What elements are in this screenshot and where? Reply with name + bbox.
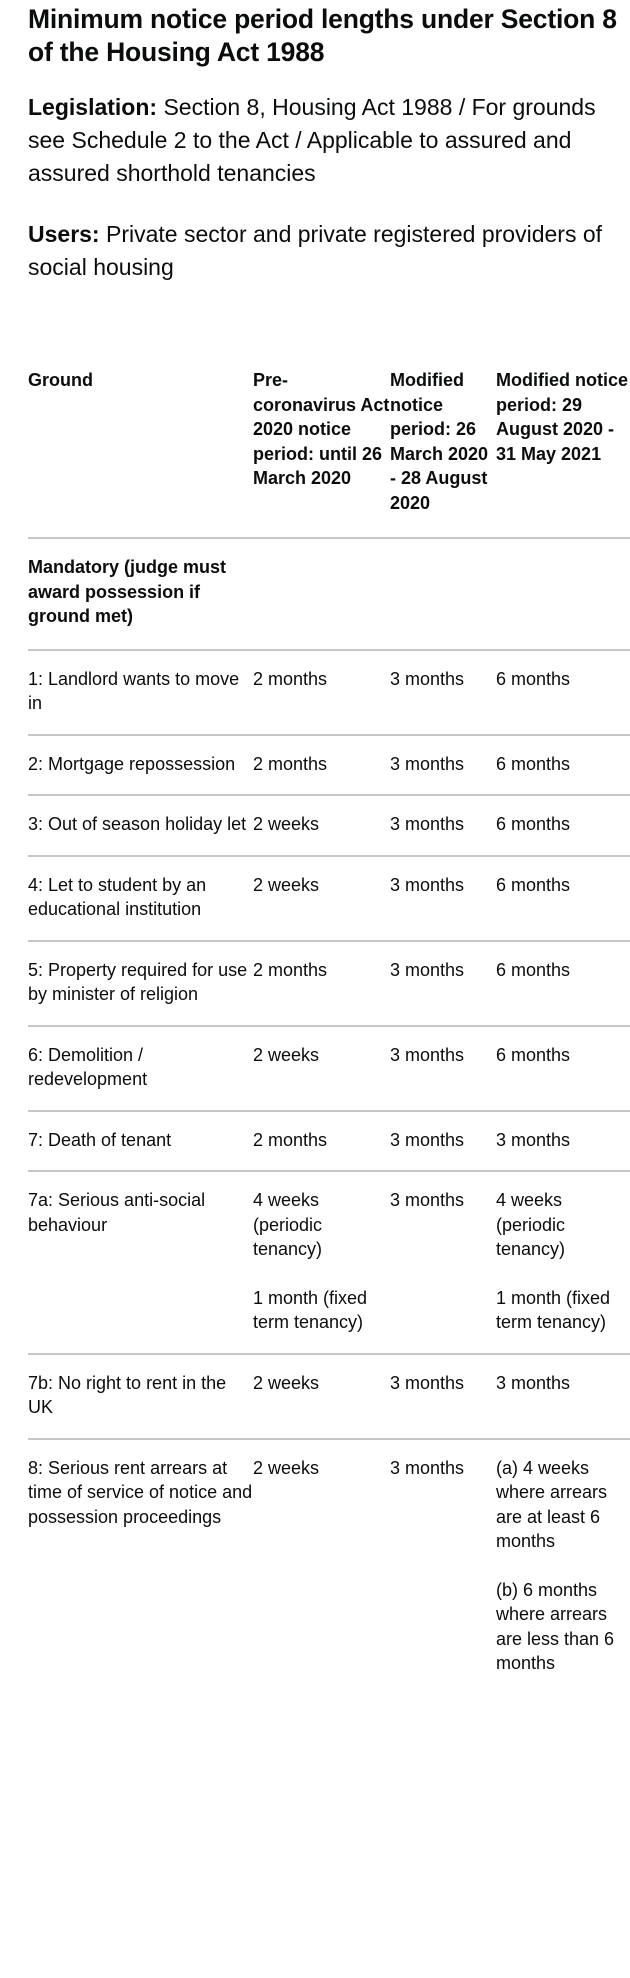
table-body bbox=[28, 538, 630, 1694]
modified-period-2021-cell bbox=[496, 1026, 630, 1111]
table-header-row bbox=[28, 350, 630, 538]
column-header-pre-coronavirus: Pre-coronavirus Act 2020 notice period: until 26 March 2020 bbox=[253, 350, 390, 538]
column-header-modified-2020: Modified notice period: 26 March 2020 - 28 August 2020 bbox=[390, 350, 496, 538]
modified-period-2020-cell bbox=[390, 650, 496, 735]
modified-period-2020-cell bbox=[390, 735, 496, 796]
modified-period-2021-cell bbox=[496, 735, 630, 796]
period-value: 3 months bbox=[390, 668, 465, 689]
table-row bbox=[28, 1354, 630, 1439]
section-heading-mandatory: Mandatory (judge must award possession if ground met) bbox=[28, 538, 253, 650]
period-value: 2 weeks bbox=[253, 1457, 320, 1478]
modified-period-2021-cell bbox=[496, 1439, 630, 1694]
modified-period-2021-cell bbox=[496, 941, 630, 1026]
period-value: 3 months bbox=[390, 1190, 465, 1210]
period-value: 6 months bbox=[496, 959, 571, 980]
table-row bbox=[28, 1111, 630, 1172]
period-value: 6 months bbox=[496, 874, 571, 895]
ground-cell: 7b: No right to rent in the UK bbox=[28, 1354, 253, 1439]
modified-period-2020-cell bbox=[390, 856, 496, 941]
pre-coronavirus-period-cell bbox=[253, 1439, 390, 1694]
section-heading-row bbox=[28, 538, 630, 650]
modified-period-2021-cell bbox=[496, 1171, 630, 1354]
period-value: 2 months bbox=[253, 959, 328, 980]
period-value: 2 months bbox=[253, 668, 328, 689]
column-header-ground: Ground bbox=[28, 350, 253, 538]
users-info bbox=[28, 218, 630, 284]
table-row bbox=[28, 856, 630, 941]
period-value: (b) 6 months where arrears are less than 6 months bbox=[496, 1579, 615, 1673]
column-header-modified-2021: Modified notice period: 29 August 2020 - 31 May 2021 bbox=[496, 350, 630, 538]
modified-period-2020-cell bbox=[390, 1439, 496, 1694]
modified-period-2021-cell bbox=[496, 1111, 630, 1172]
ground-cell: 2: Mortgage repossession bbox=[28, 735, 253, 796]
modified-period-2020-cell bbox=[390, 1171, 496, 1354]
period-value: 4 weeks (periodic tenancy) bbox=[253, 1190, 323, 1259]
modified-period-2020-cell bbox=[390, 941, 496, 1026]
modified-period-2021-cell bbox=[496, 650, 630, 735]
ground-cell: 6: Demolition / redevelopment bbox=[28, 1026, 253, 1111]
modified-period-2020-cell bbox=[390, 795, 496, 856]
period-value: 2 months bbox=[253, 1129, 328, 1150]
table-row bbox=[28, 795, 630, 856]
legislation-label: Legislation: bbox=[28, 94, 158, 120]
period-value: 2 weeks bbox=[253, 814, 320, 834]
legislation-info bbox=[28, 91, 630, 190]
period-value: 3 months bbox=[390, 959, 465, 980]
document bbox=[28, 0, 630, 1694]
pre-coronavirus-period-cell bbox=[253, 1171, 390, 1354]
ground-cell: 5: Property required for use by minister of religion bbox=[28, 941, 253, 1026]
period-value: 6 months bbox=[496, 753, 571, 774]
pre-coronavirus-period-cell bbox=[253, 941, 390, 1026]
table-row bbox=[28, 1439, 630, 1694]
legislation-text: Section 8, Housing Act 1988 / For grounds see Schedule 2 to the Act / Applicable to assured and assured shorthold tenancies bbox=[28, 94, 596, 186]
period-value: 6 months bbox=[496, 668, 571, 689]
modified-period-2021-cell bbox=[496, 795, 630, 856]
users-label: Users: bbox=[28, 221, 100, 247]
users-text: Private sector and private registered providers of social housing bbox=[28, 221, 603, 280]
period-value: 3 months bbox=[390, 1372, 465, 1393]
ground-cell: 7: Death of tenant bbox=[28, 1111, 253, 1172]
modified-period-2020-cell bbox=[390, 1111, 496, 1172]
period-value: 3 months bbox=[390, 753, 465, 774]
pre-coronavirus-period-cell bbox=[253, 1111, 390, 1172]
table-row bbox=[28, 941, 630, 1026]
modified-period-2021-cell bbox=[496, 856, 630, 941]
ground-cell: 8: Serious rent arrears at time of service of notice and possession proceedings bbox=[28, 1457, 253, 1527]
notice-period-table bbox=[28, 350, 630, 1694]
ground-cell: 7a: Serious anti-social behaviour bbox=[28, 1171, 253, 1354]
table-row bbox=[28, 1026, 630, 1111]
period-value: 2 weeks bbox=[253, 1044, 320, 1065]
period-value: 1 month (fixed term tenancy) bbox=[253, 1287, 368, 1332]
pre-coronavirus-period-cell bbox=[253, 1354, 390, 1439]
period-value: (a) 4 weeks where arrears are at least 6 months bbox=[496, 1457, 608, 1551]
table-row bbox=[28, 735, 630, 796]
period-value: 2 months bbox=[253, 753, 328, 774]
pre-coronavirus-period-cell bbox=[253, 650, 390, 735]
ground-cell: 4: Let to student by an educational institution bbox=[28, 856, 253, 941]
period-value: 2 weeks bbox=[253, 1372, 320, 1393]
pre-coronavirus-period-cell bbox=[253, 795, 390, 856]
period-value: 3 months bbox=[390, 1457, 465, 1478]
period-value: 3 months bbox=[390, 814, 465, 834]
page-title: Minimum notice period lengths under Section 8 of the Housing Act 1988 bbox=[28, 4, 617, 67]
period-value: 6 months bbox=[496, 814, 571, 834]
period-value: 3 months bbox=[496, 1372, 571, 1393]
pre-coronavirus-period-cell bbox=[253, 856, 390, 941]
period-value: 3 months bbox=[496, 1129, 571, 1150]
modified-period-2020-cell bbox=[390, 1026, 496, 1111]
table-row bbox=[28, 1171, 630, 1354]
ground-cell: 3: Out of season holiday let bbox=[28, 795, 253, 856]
table-row bbox=[28, 650, 630, 735]
pre-coronavirus-period-cell bbox=[253, 735, 390, 796]
period-value: 3 months bbox=[390, 874, 465, 895]
period-value: 3 months bbox=[390, 1129, 465, 1150]
period-value: 4 weeks (periodic tenancy) bbox=[496, 1190, 566, 1259]
ground-cell: 1: Landlord wants to move in bbox=[28, 650, 253, 735]
modified-period-2020-cell bbox=[390, 1354, 496, 1439]
pre-coronavirus-period-cell bbox=[253, 1026, 390, 1111]
period-value: 1 month (fixed term tenancy) bbox=[496, 1287, 611, 1332]
period-value: 3 months bbox=[390, 1044, 465, 1065]
modified-period-2021-cell bbox=[496, 1354, 630, 1439]
period-value: 6 months bbox=[496, 1044, 571, 1065]
period-value: 2 weeks bbox=[253, 874, 320, 895]
